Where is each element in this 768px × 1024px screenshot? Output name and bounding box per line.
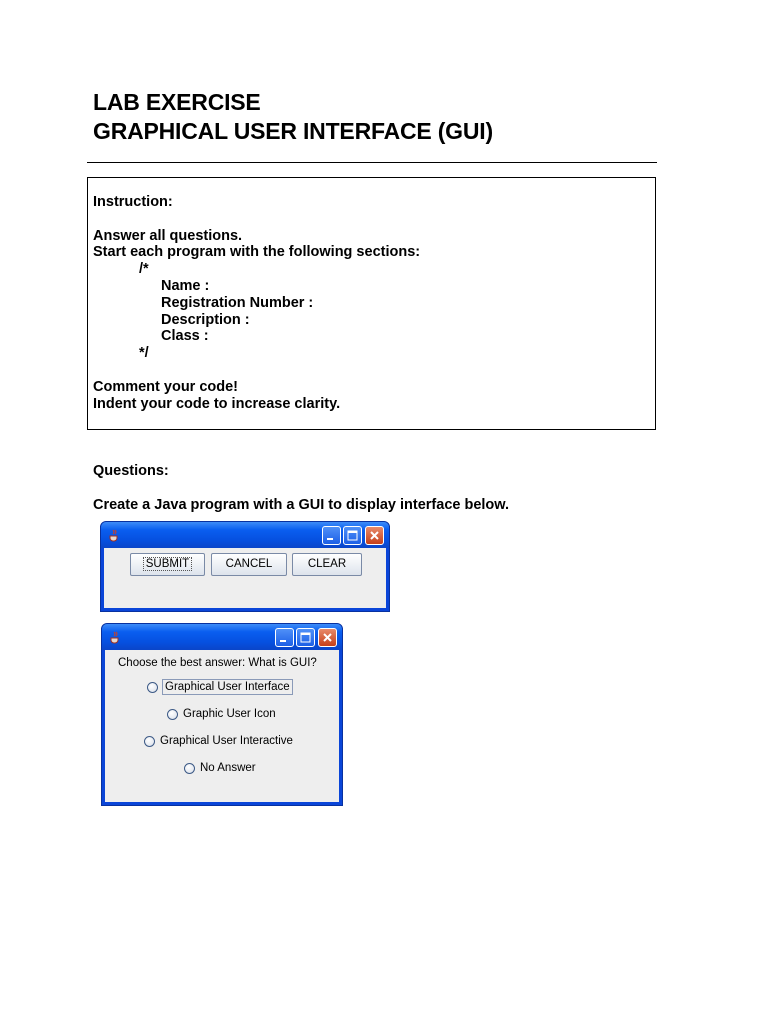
radio-option-label: Graphical User Interface [165,681,290,693]
clear-button[interactable] [292,553,362,576]
radio-circle-icon[interactable] [144,736,155,747]
close-icon [319,629,336,646]
minimize-button[interactable] [322,526,341,545]
close-icon [366,527,383,544]
minimize-icon [276,629,293,646]
window-titlebar [101,522,389,548]
close-button[interactable] [318,628,337,647]
cancel-button[interactable] [211,553,287,576]
minimize-icon [323,527,340,544]
field-class: Class : [161,328,209,344]
radio-option-1[interactable] [147,679,292,695]
comment-close: */ [139,345,149,361]
radio-option-label: Graphic User Icon [183,708,276,720]
page-title [93,88,493,146]
submit-button[interactable] [130,553,205,576]
radio-option-2[interactable] [167,706,276,722]
button-window [100,521,390,612]
clear-button-label: CLEAR [307,558,347,570]
instruction-line-1: Answer all questions. [93,228,243,244]
radio-option-label: No Answer [200,762,256,774]
close-button[interactable] [365,526,384,545]
radio-option-label: Graphical User Interactive [160,735,293,747]
instruction-line-3: Comment your code! [93,379,239,395]
instruction-heading: Instruction: [93,194,173,210]
field-registration: Registration Number : [161,295,314,311]
radio-option-3[interactable] [144,733,293,749]
radio-circle-icon[interactable] [167,709,178,720]
maximize-button[interactable] [343,526,362,545]
java-cup-icon [107,528,121,542]
maximize-icon [297,629,314,646]
maximize-button[interactable] [296,628,315,647]
radio-window [101,623,343,806]
maximize-icon [344,527,361,544]
radio-option-4[interactable] [184,760,256,776]
submit-button-label: SUBMIT [145,558,190,570]
question-task: Create a Java program with a GUI to display interface below. [93,497,510,513]
window-titlebar [102,624,342,650]
instruction-line-4: Indent your code to increase clarity. [93,396,341,412]
field-description: Description : [161,312,250,328]
instruction-line-2: Start each program with the following sections: [93,244,421,260]
title-divider [87,162,657,163]
field-name: Name : [161,278,210,294]
window-content [104,548,386,608]
questions-heading: Questions: [93,463,169,479]
title-line-1: LAB EXERCISE [93,89,261,115]
comment-open: /* [139,261,149,277]
radio-circle-icon[interactable] [147,682,158,693]
java-cup-icon [108,630,122,644]
minimize-button[interactable] [275,628,294,647]
window-content [105,650,339,802]
question-prompt: Choose the best answer: What is GUI? [118,657,317,669]
title-line-2: GRAPHICAL USER INTERFACE (GUI) [93,118,493,144]
radio-circle-icon[interactable] [184,763,195,774]
cancel-button-label: CANCEL [225,558,273,570]
